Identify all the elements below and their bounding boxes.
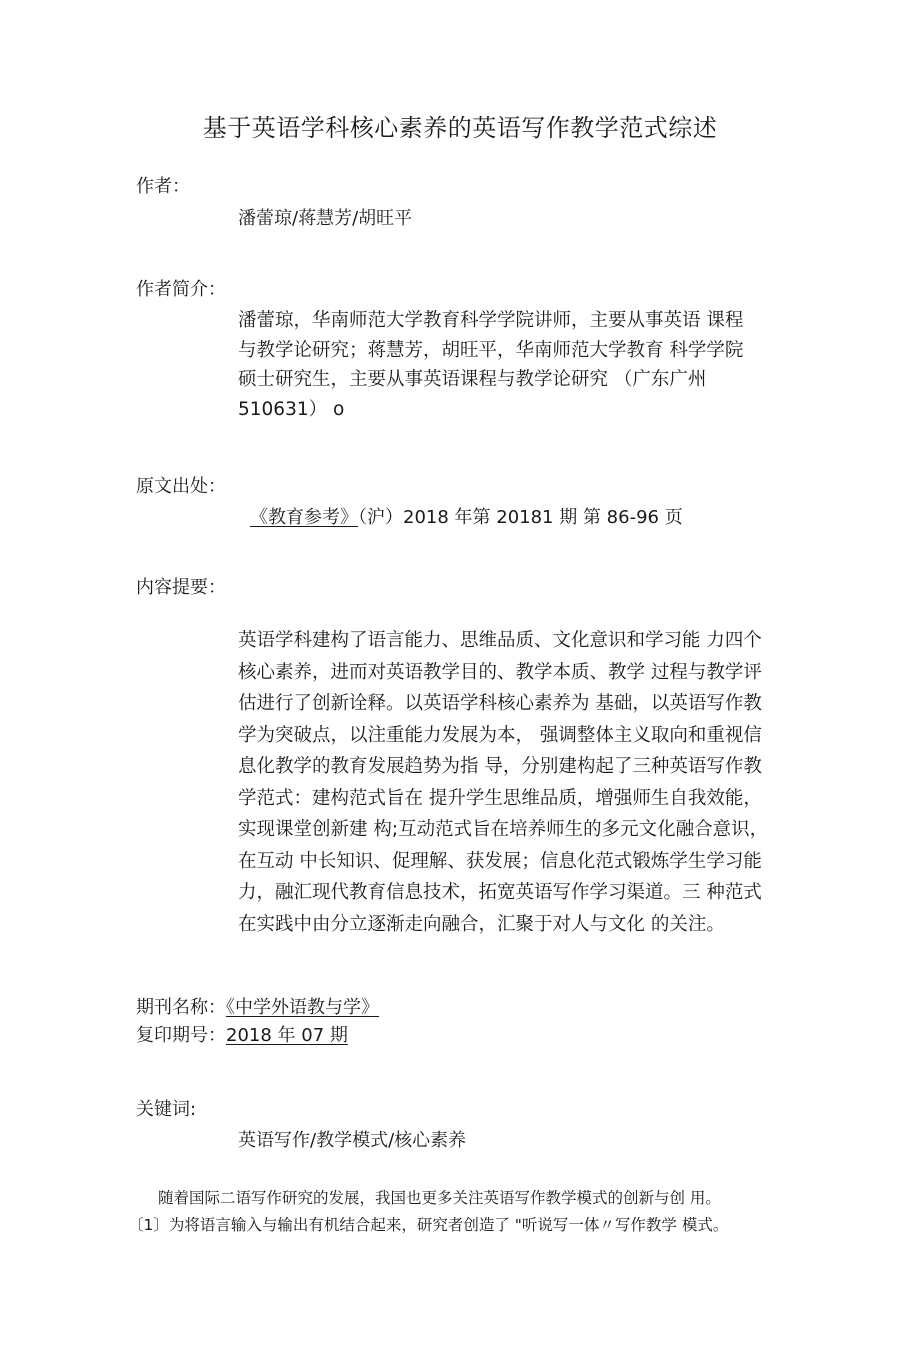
summary-line: 在实践中由分立逐渐走向融合，汇聚于对人与文化 的关注。	[238, 913, 725, 935]
bio-line: 潘蕾琼，华南师范大学教育科学学院讲师，主要从事英语 课程	[238, 310, 744, 331]
summary-paragraph	[238, 625, 818, 940]
bio-paragraph	[238, 306, 818, 425]
source-details: （沪）2018 年第 20181 期 第 86-96 页	[358, 507, 683, 528]
authors: 潘蕾琼/蒋慧芳/胡旺平	[238, 208, 413, 229]
issue-value-link[interactable]: 2018 年 07 期	[226, 1025, 348, 1046]
summary-line: 力，融汇现代教育信息技术，拓宽英语写作学习渠道。三 种范式	[238, 882, 762, 903]
issue-row	[136, 1021, 348, 1047]
journal-row	[136, 993, 379, 1019]
summary-line: 在互动 中长知识、促理解、获发展；信息化范式锻炼学生学习能	[238, 850, 762, 872]
bio-line: 510631） o	[238, 399, 345, 421]
summary-line: 实现课堂创新建 构;互动范式旨在培养师生的多元文化融合意识，	[238, 819, 769, 840]
bio-line: 与教学论研究；蒋慧芳，胡旺平，华南师范大学教育 科学学院	[238, 339, 744, 361]
body-line: 随着国际二语写作研究的发展，我国也更多关注英语写作教学模式的创新与创 用。	[158, 1189, 721, 1207]
summary-line: 学范式：建构范式旨在 提升学生思维品质，增强师生自我效能，	[238, 787, 762, 809]
document-title: 基于英语学科核心素养的英语写作教学范式综述	[202, 114, 718, 142]
journal-name-link[interactable]: 《中学外语教与学》	[226, 997, 379, 1018]
summary-line: 学为突破点，以注重能力发展为本， 强调整体主义取向和重视信	[238, 724, 762, 746]
keywords-label: 关键词:	[136, 1099, 197, 1120]
source-label: 原文出处：	[136, 476, 226, 497]
summary-label: 内容提要：	[136, 577, 226, 598]
summary-line: 估进行了创新诠释。以英语学科核心素养为 基础，以英语写作教	[238, 693, 762, 714]
source-citation	[250, 503, 683, 529]
journal-label: 期刊名称：	[136, 997, 226, 1018]
issue-label: 复印期号：	[136, 1025, 226, 1046]
source-journal-link[interactable]: 《教育参考》	[250, 507, 358, 528]
summary-line: 核心素养，进而对英语教学目的、教学本质、教学 过程与教学评	[238, 661, 762, 683]
bio-label: 作者简介：	[136, 279, 226, 300]
summary-line: 英语学科建构了语言能力、思维品质、文化意识和学习能 力四个	[238, 630, 762, 651]
keywords: 英语写作/教学模式/核心素养	[238, 1130, 467, 1151]
summary-line: 息化教学的教育发展趋势为指 导，分别建构起了三种英语写作教	[238, 756, 762, 777]
body-line: 〔1〕为将语言输入与输出有机结合起来，研究者创造了 "听说写一体〃写作教学 模式。	[128, 1216, 729, 1234]
author-label: 作者：	[136, 176, 190, 197]
bio-line: 硕士研究生，主要从事英语课程与教学论研究 （广东广州	[238, 369, 707, 391]
